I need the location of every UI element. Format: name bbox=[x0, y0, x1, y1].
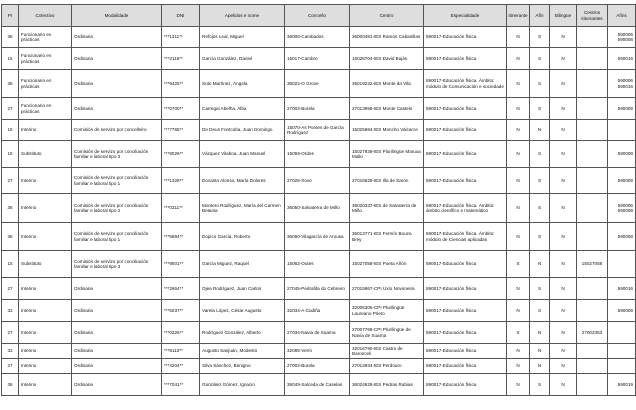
cell-afin: S bbox=[530, 223, 550, 251]
cell-afins bbox=[608, 141, 636, 168]
cell-colectivo: Interino bbox=[19, 322, 72, 344]
cell-afin: N bbox=[530, 344, 550, 359]
cell-itinerante: N bbox=[507, 194, 530, 223]
cell-centros-itinerantes bbox=[577, 223, 608, 251]
cell-centros-itinerantes bbox=[577, 27, 608, 48]
cell-colectivo: Interino bbox=[19, 194, 72, 223]
cell-afins bbox=[608, 168, 636, 194]
cell-dni: ***1311** bbox=[162, 27, 200, 48]
column-header: Modalidade bbox=[72, 5, 162, 27]
cell-pr: 27 bbox=[2, 322, 19, 344]
cell-afins bbox=[608, 322, 636, 344]
cell-bilingue: N bbox=[550, 359, 577, 374]
cell-itinerante: N bbox=[507, 359, 530, 374]
table-row bbox=[2, 98, 636, 120]
cell-nome: García González, Daniel bbox=[200, 48, 285, 70]
cell-especialidade: 590017-Educación física bbox=[424, 48, 507, 70]
cell-dni: ***5894** bbox=[162, 223, 200, 251]
cell-centros-itinerantes bbox=[577, 374, 608, 396]
cell-pr: 36 bbox=[2, 27, 19, 48]
cell-afins bbox=[608, 359, 636, 374]
cell-centros-itinerantes bbox=[577, 278, 608, 300]
cell-modalidade: Ordinaria bbox=[72, 359, 162, 374]
cell-itinerante: N bbox=[507, 168, 530, 194]
column-header: Centro bbox=[350, 5, 424, 27]
cell-pr: 15 bbox=[2, 141, 19, 168]
table-row bbox=[2, 141, 636, 168]
column-header: Pr bbox=[2, 5, 19, 27]
table-row bbox=[2, 251, 636, 278]
column-header: Bilingüe bbox=[550, 5, 577, 27]
cell-dni: ***2664** bbox=[162, 278, 200, 300]
cell-especialidade: 590017-Educación física bbox=[424, 120, 507, 141]
cell-afin: S bbox=[530, 168, 550, 194]
cell-modalidade: Ordinaria bbox=[72, 374, 162, 396]
cell-bilingue: N bbox=[550, 300, 577, 322]
afin-code: 590008 bbox=[617, 37, 633, 42]
cell-afin: S bbox=[530, 48, 550, 70]
cell-afin: N bbox=[530, 359, 550, 374]
cell-especialidade: 590017-Educación física bbox=[424, 251, 507, 278]
table-row bbox=[2, 70, 636, 98]
cell-colectivo: Substituto bbox=[19, 141, 72, 168]
table-row bbox=[2, 27, 636, 48]
cell-afin: N bbox=[530, 120, 550, 141]
cell-itinerante: N bbox=[507, 27, 530, 48]
cell-centros-itinerantes bbox=[577, 141, 608, 168]
afin-code: 590008 bbox=[617, 208, 633, 213]
cell-itinerante: N bbox=[507, 374, 530, 396]
cell-modalidade: Ordinaria bbox=[72, 344, 162, 359]
afin-code: 590008 bbox=[617, 233, 633, 239]
column-header: Centros itinerantes bbox=[577, 5, 608, 27]
cell-afins bbox=[608, 251, 636, 278]
table-row bbox=[2, 374, 636, 396]
cell-modalidade: Ordinaria bbox=[72, 278, 162, 300]
cell-modalidade: Comisión de servizo por conciliación familiar e laboral tipo 3 bbox=[72, 141, 162, 168]
cell-modalidade: Comisión de servizo por conciliación familiar e laboral tipo 1 bbox=[72, 168, 162, 194]
cell-dni: ***9425** bbox=[162, 70, 200, 98]
cell-bilingue: N bbox=[550, 278, 577, 300]
cell-afin: S bbox=[530, 300, 550, 322]
cell-dni: ***7041** bbox=[162, 374, 200, 396]
cell-centro: 36024628-IES Pedras Rubias bbox=[350, 374, 424, 396]
cell-centro: 15025684-IES Moncho Valcarce bbox=[350, 120, 424, 141]
column-header: Afín bbox=[530, 5, 550, 27]
cell-afins bbox=[608, 374, 636, 396]
cell-colectivo: Interino bbox=[19, 278, 72, 300]
afin-code: 590008 bbox=[617, 151, 633, 157]
cell-concello: 27002-Burela bbox=[285, 98, 350, 120]
cell-pr: 36 bbox=[2, 194, 19, 223]
cell-nome: Carregal Abelha, Alba bbox=[200, 98, 285, 120]
table-row bbox=[2, 120, 636, 141]
cell-modalidade: Ordinaria bbox=[72, 70, 162, 98]
cell-itinerante: N bbox=[507, 141, 530, 168]
cell-centro: 36000481-IES Ramón Cabanillas bbox=[350, 27, 424, 48]
column-header: Concello bbox=[285, 5, 350, 27]
cell-colectivo: Funcionario en prácticas bbox=[19, 70, 72, 98]
cell-bilingue: N bbox=[550, 322, 577, 344]
cell-especialidade: 590017-Educación física bbox=[424, 27, 507, 48]
cell-pr: 36 bbox=[2, 70, 19, 98]
cell-centro: 27013934-IES Perdouro bbox=[350, 359, 424, 374]
cell-bilingue: N bbox=[550, 70, 577, 98]
cell-pr: 27 bbox=[2, 168, 19, 194]
cell-bilingue: N bbox=[550, 48, 577, 70]
column-header: Apelidos e nome bbox=[200, 5, 285, 27]
afin-code: 590019 bbox=[617, 381, 633, 387]
cell-colectivo: Funcionario en prácticas bbox=[19, 27, 72, 48]
cell-concello: 36006-Cambados bbox=[285, 27, 350, 48]
cell-centros-itinerantes bbox=[577, 168, 608, 194]
cell-colectivo: Funcionario en prácticas bbox=[19, 98, 72, 120]
afin-code: 590016 bbox=[617, 83, 633, 89]
cell-concello: 27002-Burela bbox=[285, 359, 350, 374]
cell-bilingue: N bbox=[550, 223, 577, 251]
cell-nome: Montero Rodríguez, María del Carmen Betania bbox=[200, 194, 285, 223]
table-header-row bbox=[2, 5, 636, 27]
cell-itinerante: S bbox=[507, 251, 530, 278]
cell-colectivo: Interino bbox=[19, 223, 72, 251]
cell-concello: 36060-Vilagarcía de Arousa bbox=[285, 223, 350, 251]
afin-code: 590009 bbox=[617, 105, 633, 111]
cell-bilingue: N bbox=[550, 98, 577, 120]
cell-afins bbox=[608, 300, 636, 322]
cell-nome: Ojea Rodríguez, Juan Carlos bbox=[200, 278, 285, 300]
cell-itinerante: N bbox=[507, 278, 530, 300]
afin-code: 590006 bbox=[617, 202, 633, 208]
cell-nome: Silva Sánchez, Benigno bbox=[200, 359, 285, 374]
afin-code: 590016 bbox=[617, 55, 633, 61]
cell-nome: Soto Martínez, Ángela bbox=[200, 70, 285, 98]
cell-centros-itinerantes bbox=[577, 300, 608, 322]
cell-pr: 36 bbox=[2, 374, 19, 396]
cell-nome: Rodríguez González, Alberto bbox=[200, 322, 285, 344]
cell-centro: 15027058-IES Poeta Añón bbox=[350, 251, 424, 278]
afin-code: 590016 bbox=[617, 285, 633, 291]
afin-code: 590009 bbox=[617, 177, 633, 183]
cell-colectivo: Interino bbox=[19, 300, 72, 322]
assignments-table bbox=[1, 4, 636, 396]
cell-especialidade: 590017-Educación física bbox=[424, 278, 507, 300]
cell-afin: N bbox=[530, 322, 550, 344]
cell-dni: ***0226** bbox=[162, 322, 200, 344]
cell-centros-itinerantes bbox=[577, 344, 608, 359]
cell-especialidade: 590017-Educación física bbox=[424, 168, 507, 194]
cell-especialidade: 590017-Educación física. Ámbito: módulo de Comunicación e sociedade bbox=[424, 70, 507, 98]
cell-nome: Dopico García, Roberto bbox=[200, 223, 285, 251]
afin-code: 590009 bbox=[617, 307, 633, 313]
cell-itinerante: N bbox=[507, 70, 530, 98]
cell-colectivo: Substituto bbox=[19, 251, 72, 278]
cell-itinerante: S bbox=[507, 322, 530, 344]
cell-pr: 15 bbox=[2, 120, 19, 141]
document-page bbox=[1, 4, 633, 407]
cell-centro: 27016625-IES Illa de Sarón bbox=[350, 168, 424, 194]
cell-dni: ***9501** bbox=[162, 251, 200, 278]
cell-centros-itinerantes bbox=[577, 359, 608, 374]
cell-pr: 36 bbox=[2, 223, 19, 251]
cell-centro: 15027939-IES Plurilingüe Maruxa Mallo bbox=[350, 141, 424, 168]
cell-itinerante: N bbox=[507, 48, 530, 70]
cell-centros-itinerantes: 27002353 bbox=[577, 322, 608, 344]
column-header: Especialidade bbox=[424, 5, 507, 27]
cell-concello: 32085-Verín bbox=[285, 344, 350, 359]
cell-itinerante: N bbox=[507, 98, 530, 120]
cell-itinerante: N bbox=[507, 120, 530, 141]
cell-centro: 32005305-CPI Plurilingüe Laureano Prieto bbox=[350, 300, 424, 322]
cell-dni: ***2118** bbox=[162, 48, 200, 70]
table-row bbox=[2, 300, 636, 322]
cell-especialidade: 590017-Educación física bbox=[424, 141, 507, 168]
cell-afin: S bbox=[530, 278, 550, 300]
cell-centro: 32016790-IES Castro de Baronceli bbox=[350, 344, 424, 359]
cell-itinerante: N bbox=[507, 344, 530, 359]
cell-afins bbox=[608, 344, 636, 359]
cell-pr: 27 bbox=[2, 278, 19, 300]
cell-modalidade: Comisión de servizo por conciliación familiar e laboral tipo 3 bbox=[72, 251, 162, 278]
cell-bilingue: N bbox=[550, 120, 577, 141]
cell-bilingue: N bbox=[550, 27, 577, 48]
cell-colectivo: Interino bbox=[19, 168, 72, 194]
cell-nome: Vázquez Vilaboa, Juan Manuel bbox=[200, 141, 285, 168]
table-row bbox=[2, 194, 636, 223]
table-row bbox=[2, 168, 636, 194]
cell-pr: 15 bbox=[2, 48, 19, 70]
cell-colectivo: Funcionario en prácticas bbox=[19, 48, 72, 70]
cell-centros-itinerantes bbox=[577, 120, 608, 141]
cell-afin: S bbox=[530, 27, 550, 48]
cell-nome: González Gómez, Ignacio bbox=[200, 374, 285, 396]
cell-modalidade: Ordinaria bbox=[72, 48, 162, 70]
cell-modalidade: Comisión de servizo por concelleiro bbox=[72, 120, 162, 141]
cell-afin: S bbox=[530, 194, 550, 223]
cell-bilingue: N bbox=[550, 344, 577, 359]
cell-afins bbox=[608, 223, 636, 251]
column-header: DNI bbox=[162, 5, 200, 27]
cell-especialidade: 590017-Educación física bbox=[424, 322, 507, 344]
cell-concello: 15062-Outes bbox=[285, 251, 350, 278]
cell-nome: Refojos Leal, Miguel bbox=[200, 27, 285, 48]
cell-concello: 32034-A Gudiña bbox=[285, 300, 350, 322]
cell-concello: 36022-O Grove bbox=[285, 70, 350, 98]
cell-pr: 27 bbox=[2, 359, 19, 374]
cell-afins bbox=[608, 98, 636, 120]
cell-especialidade: 590017-Educación física. Ámbito: ámbito científico e matemático bbox=[424, 194, 507, 223]
cell-pr: 32 bbox=[2, 300, 19, 322]
cell-nome: Varela López, César Augusto bbox=[200, 300, 285, 322]
cell-bilingue: N bbox=[550, 251, 577, 278]
cell-itinerante: N bbox=[507, 223, 530, 251]
cell-especialidade: 590017-Educación física. Ámbito: módulo de Ciencias aplicadas bbox=[424, 223, 507, 251]
cell-afin: S bbox=[530, 374, 550, 396]
cell-afins bbox=[608, 120, 636, 141]
cell-concello: 27034-Navia de Suarna bbox=[285, 322, 350, 344]
cell-afin: S bbox=[530, 98, 550, 120]
cell-afins bbox=[608, 194, 636, 223]
cell-bilingue: N bbox=[550, 194, 577, 223]
cell-afins bbox=[608, 27, 636, 48]
cell-centro: 27015967-CPI Uxío Novoneira bbox=[350, 278, 424, 300]
cell-dni: ***1328** bbox=[162, 168, 200, 194]
table-row bbox=[2, 223, 636, 251]
cell-dni: ***8026** bbox=[162, 141, 200, 168]
cell-centro: 36020337-IES de Salvaterra de Miño bbox=[350, 194, 424, 223]
cell-centros-itinerantes bbox=[577, 194, 608, 223]
cell-concello: 15017-Cambre bbox=[285, 48, 350, 70]
cell-colectivo: Interino bbox=[19, 120, 72, 141]
cell-centros-itinerantes bbox=[577, 70, 608, 98]
cell-centros-itinerantes: 15027058 bbox=[577, 251, 608, 278]
cell-concello: 15059-Ordes bbox=[285, 141, 350, 168]
cell-afins bbox=[608, 278, 636, 300]
cell-dni: ***0700** bbox=[162, 98, 200, 120]
cell-centro: 36013771-IES Fermín Bouza Brey bbox=[350, 223, 424, 251]
cell-pr: 27 bbox=[2, 98, 19, 120]
cell-afin: S bbox=[530, 141, 550, 168]
cell-modalidade: Comisión de servizo por conciliación familiar e laboral tipo 2 bbox=[72, 194, 162, 223]
cell-nome: Augusto Sanjuán, Modesto bbox=[200, 344, 285, 359]
cell-especialidade: 590017-Educación física bbox=[424, 300, 507, 322]
cell-afins bbox=[608, 70, 636, 98]
cell-colectivo: Interino bbox=[19, 374, 72, 396]
cell-dni: ***5037** bbox=[162, 300, 200, 322]
cell-modalidade: Ordinaria bbox=[72, 300, 162, 322]
cell-nome: De Deus Fontcoba, Juan Domingo bbox=[200, 120, 285, 141]
cell-concello: 36050-Salvaterra de Miño bbox=[285, 194, 350, 223]
cell-centro: 27007768-CPI Plurilingüe de Navia de Suarna bbox=[350, 322, 424, 344]
cell-pr: 32 bbox=[2, 344, 19, 359]
table-row bbox=[2, 278, 636, 300]
cell-bilingue: N bbox=[550, 141, 577, 168]
cell-especialidade: 590017-Educación física bbox=[424, 344, 507, 359]
cell-pr: 15 bbox=[2, 251, 19, 278]
cell-especialidade: 590017-Educación física bbox=[424, 359, 507, 374]
cell-centros-itinerantes bbox=[577, 48, 608, 70]
cell-bilingue: N bbox=[550, 168, 577, 194]
cell-dni: ***8113** bbox=[162, 344, 200, 359]
cell-centro: 15026704-IES David Buján bbox=[350, 48, 424, 70]
cell-especialidade: 590017-Educación física bbox=[424, 374, 507, 396]
cell-colectivo: Interino bbox=[19, 359, 72, 374]
cell-nome: Docanto Alonso, María Dolores bbox=[200, 168, 285, 194]
cell-concello: 27045-Pedrafita do Cebreiro bbox=[285, 278, 350, 300]
cell-modalidade: Ordinaria bbox=[72, 98, 162, 120]
table-row bbox=[2, 48, 636, 70]
table-row bbox=[2, 344, 636, 359]
afin-code: 590006 bbox=[617, 78, 633, 84]
column-header: Colectivo bbox=[19, 5, 72, 27]
cell-modalidade: Ordinaria bbox=[72, 27, 162, 48]
cell-colectivo: Interino bbox=[19, 344, 72, 359]
cell-concello: 36049-Salceda de Caselas bbox=[285, 374, 350, 396]
afin-code: 590006 bbox=[617, 31, 633, 37]
cell-bilingue: N bbox=[550, 374, 577, 396]
cell-dni: ***7765** bbox=[162, 120, 200, 141]
table-row bbox=[2, 322, 636, 344]
cell-centros-itinerantes bbox=[577, 98, 608, 120]
cell-afin: N bbox=[530, 251, 550, 278]
column-header: Itinerante bbox=[507, 5, 530, 27]
column-header: Afíns bbox=[608, 5, 636, 27]
cell-dni: ***0311** bbox=[162, 194, 200, 223]
cell-modalidade: Ordinaria bbox=[72, 322, 162, 344]
cell-afin: S bbox=[530, 70, 550, 98]
cell-itinerante: N bbox=[507, 300, 530, 322]
cell-concello: 27025-Xove bbox=[285, 168, 350, 194]
cell-especialidade: 590017-Educación física bbox=[424, 98, 507, 120]
cell-dni: ***4204** bbox=[162, 359, 200, 374]
cell-afins bbox=[608, 48, 636, 70]
cell-centro: 27013958-IES Monte Castelo bbox=[350, 98, 424, 120]
cell-modalidade: Comisión de servizo por conciliación familiar e laboral tipo 1 bbox=[72, 223, 162, 251]
cell-concello: 15070-As Pontes de García Rodríguez bbox=[285, 120, 350, 141]
cell-nome: García Miguez, Raquel bbox=[200, 251, 285, 278]
cell-centro: 36019232-IES Monte da Vila bbox=[350, 70, 424, 98]
table-row bbox=[2, 359, 636, 374]
